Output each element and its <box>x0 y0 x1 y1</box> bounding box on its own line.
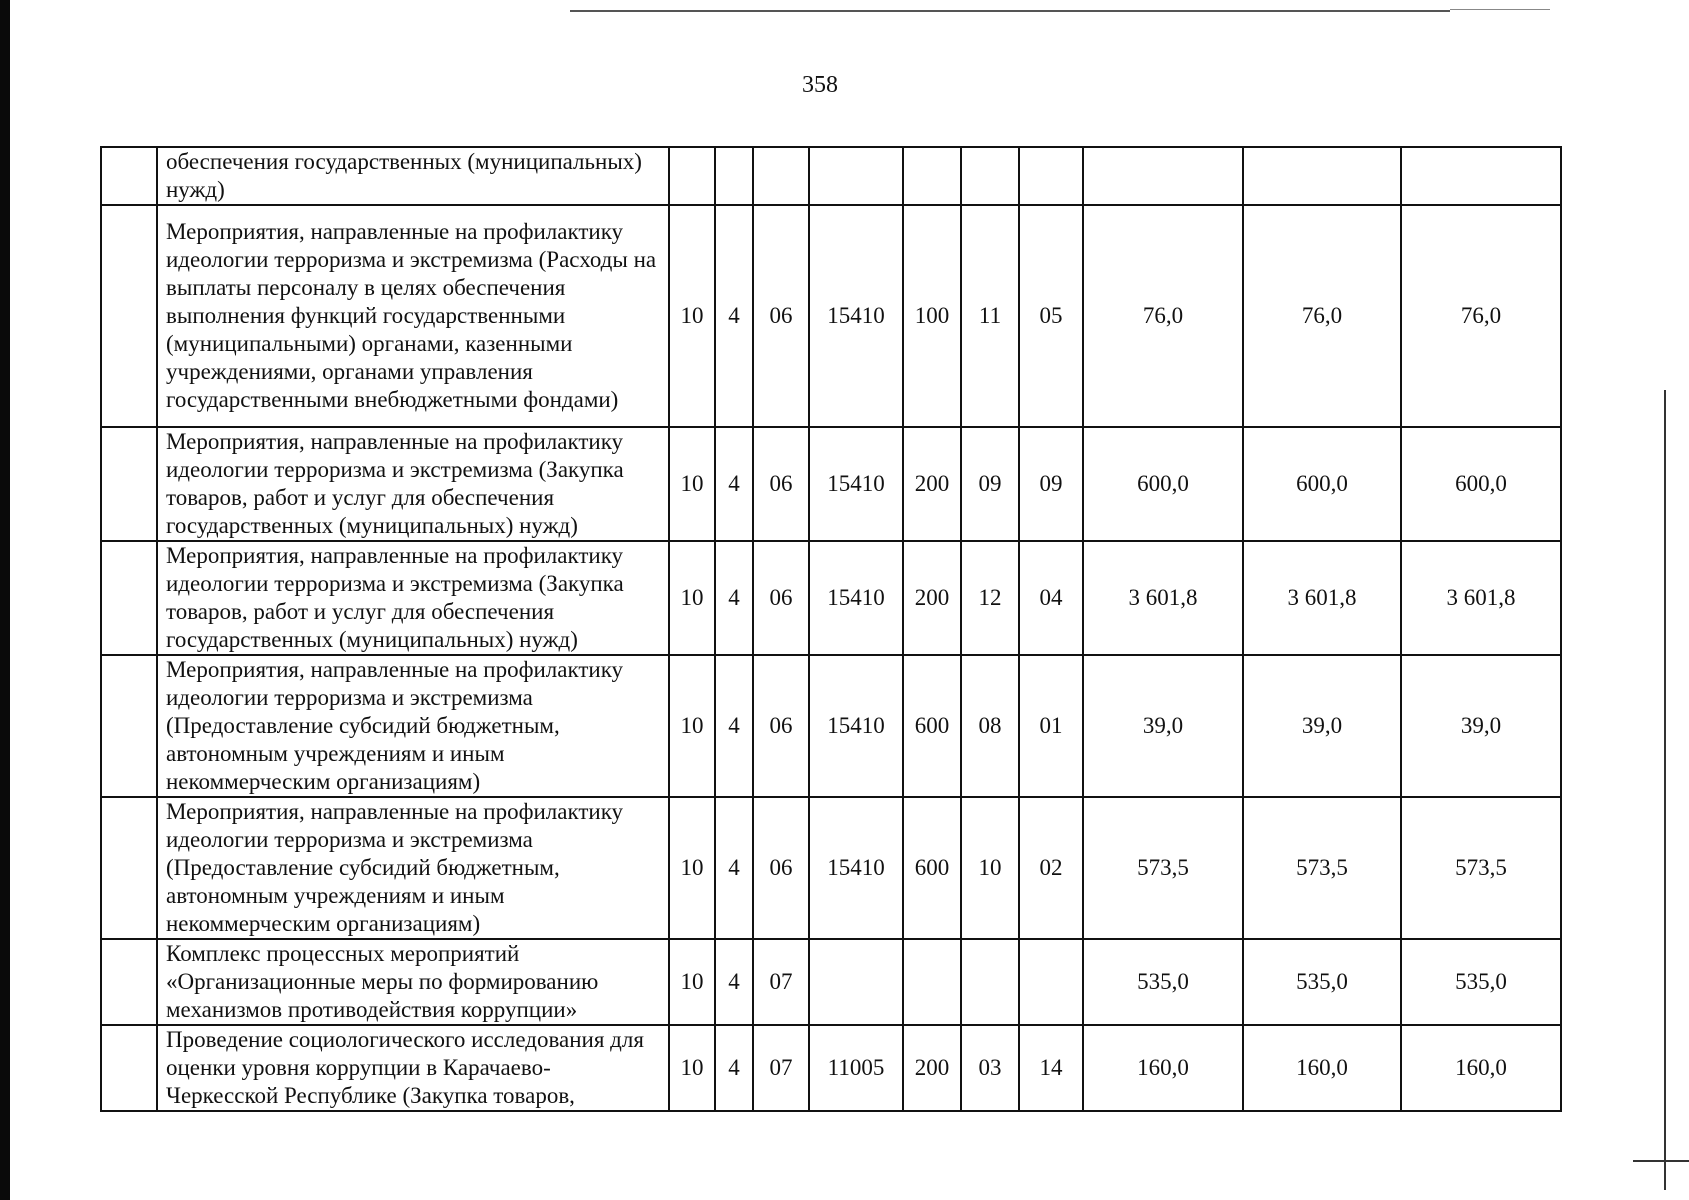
code-cell-5 <box>903 939 961 1025</box>
table-row <box>101 939 1561 1025</box>
code-cell-6 <box>961 939 1019 1025</box>
scan-line-top-right <box>1450 9 1550 10</box>
code-cell-6: 10 <box>961 797 1019 939</box>
sum-cell-1: 39,0 <box>1083 655 1243 797</box>
sum-cell-3: 160,0 <box>1401 1025 1561 1111</box>
scan-edge-right <box>1664 390 1666 1190</box>
row-name-cell: Проведение социологического исследования для оценки уровня коррупции в Карачаево-Черкесской Республике (Закупка товаров, <box>157 1025 669 1111</box>
code-cell-3: 06 <box>753 205 809 427</box>
row-number-cell <box>101 205 157 427</box>
table-row <box>101 1025 1561 1111</box>
code-cell-5: 200 <box>903 427 961 541</box>
sum-cell-2: 160,0 <box>1243 1025 1401 1111</box>
table-row <box>101 797 1561 939</box>
row-name-cell: Мероприятия, направленные на профилактику идеологии терроризма и экстремизма (Предоставление субсидий бюджетным, автономным учреждениям и иным некоммерческим организациям) <box>157 655 669 797</box>
table-row <box>101 427 1561 541</box>
code-cell-1: 10 <box>669 427 715 541</box>
code-cell-5: 200 <box>903 1025 961 1111</box>
code-cell-3: 07 <box>753 939 809 1025</box>
code-cell-6 <box>961 147 1019 205</box>
sum-cell-3: 535,0 <box>1401 939 1561 1025</box>
code-cell-7: 05 <box>1019 205 1083 427</box>
sum-cell-3 <box>1401 147 1561 205</box>
row-number-cell <box>101 939 157 1025</box>
sum-cell-1: 573,5 <box>1083 797 1243 939</box>
scan-edge-bottom-right <box>1633 1160 1689 1162</box>
code-cell-4: 11005 <box>809 1025 903 1111</box>
code-cell-1: 10 <box>669 939 715 1025</box>
budget-table <box>100 146 1562 1112</box>
code-cell-1: 10 <box>669 541 715 655</box>
row-number-cell <box>101 1025 157 1111</box>
row-number-cell <box>101 147 157 205</box>
code-cell-3 <box>753 147 809 205</box>
table-row <box>101 655 1561 797</box>
table-row <box>101 205 1561 427</box>
code-cell-4: 15410 <box>809 205 903 427</box>
code-cell-2 <box>715 147 753 205</box>
code-cell-7 <box>1019 939 1083 1025</box>
row-number-cell <box>101 797 157 939</box>
scan-line-top <box>570 10 1450 12</box>
code-cell-3: 06 <box>753 797 809 939</box>
code-cell-1: 10 <box>669 655 715 797</box>
code-cell-1: 10 <box>669 1025 715 1111</box>
sum-cell-1: 600,0 <box>1083 427 1243 541</box>
code-cell-2: 4 <box>715 1025 753 1111</box>
code-cell-2: 4 <box>715 205 753 427</box>
sum-cell-1 <box>1083 147 1243 205</box>
code-cell-4 <box>809 939 903 1025</box>
code-cell-7: 09 <box>1019 427 1083 541</box>
code-cell-7: 04 <box>1019 541 1083 655</box>
code-cell-4: 15410 <box>809 541 903 655</box>
row-number-cell <box>101 655 157 797</box>
row-name-cell: Комплекс процессных мероприятий «Организационные меры по формированию механизмов противодействия коррупции» <box>157 939 669 1025</box>
scan-edge-left <box>0 0 10 1200</box>
code-cell-2: 4 <box>715 797 753 939</box>
code-cell-4: 15410 <box>809 427 903 541</box>
code-cell-3: 06 <box>753 541 809 655</box>
code-cell-4 <box>809 147 903 205</box>
code-cell-3: 06 <box>753 427 809 541</box>
row-name-cell: Мероприятия, направленные на профилактику идеологии терроризма и экстремизма (Расходы на выплаты персоналу в целях обеспечения выполнения функций государственными (муниципальными) органами, казенными учреждениями, органами управления государственными внебюджетными фондами) <box>157 205 669 427</box>
sum-cell-2: 535,0 <box>1243 939 1401 1025</box>
row-number-cell <box>101 541 157 655</box>
code-cell-5: 600 <box>903 655 961 797</box>
sum-cell-2: 76,0 <box>1243 205 1401 427</box>
sum-cell-1: 3 601,8 <box>1083 541 1243 655</box>
code-cell-6: 03 <box>961 1025 1019 1111</box>
row-name-cell: Мероприятия, направленные на профилактику идеологии терроризма и экстремизма (Закупка товаров, работ и услуг для обеспечения государственных (муниципальных) нужд) <box>157 427 669 541</box>
code-cell-6: 09 <box>961 427 1019 541</box>
code-cell-1: 10 <box>669 205 715 427</box>
code-cell-2: 4 <box>715 655 753 797</box>
sum-cell-3: 600,0 <box>1401 427 1561 541</box>
code-cell-2: 4 <box>715 939 753 1025</box>
code-cell-7: 02 <box>1019 797 1083 939</box>
sum-cell-1: 76,0 <box>1083 205 1243 427</box>
row-name-cell: Мероприятия, направленные на профилактику идеологии терроризма и экстремизма (Закупка товаров, работ и услуг для обеспечения государственных (муниципальных) нужд) <box>157 541 669 655</box>
table-row <box>101 541 1561 655</box>
code-cell-6: 12 <box>961 541 1019 655</box>
sum-cell-1: 535,0 <box>1083 939 1243 1025</box>
code-cell-3: 06 <box>753 655 809 797</box>
sum-cell-2: 39,0 <box>1243 655 1401 797</box>
sum-cell-2: 600,0 <box>1243 427 1401 541</box>
code-cell-5: 600 <box>903 797 961 939</box>
sum-cell-3: 76,0 <box>1401 205 1561 427</box>
sum-cell-2: 573,5 <box>1243 797 1401 939</box>
sum-cell-1: 160,0 <box>1083 1025 1243 1111</box>
code-cell-1: 10 <box>669 797 715 939</box>
code-cell-2: 4 <box>715 427 753 541</box>
code-cell-7 <box>1019 147 1083 205</box>
code-cell-6: 11 <box>961 205 1019 427</box>
table-body <box>101 147 1561 1111</box>
code-cell-2: 4 <box>715 541 753 655</box>
code-cell-4: 15410 <box>809 797 903 939</box>
code-cell-5: 100 <box>903 205 961 427</box>
sum-cell-2: 3 601,8 <box>1243 541 1401 655</box>
sum-cell-3: 3 601,8 <box>1401 541 1561 655</box>
code-cell-7: 14 <box>1019 1025 1083 1111</box>
table-row <box>101 147 1561 205</box>
row-name-cell: обеспечения государственных (муниципальных) нужд) <box>157 147 669 205</box>
row-number-cell <box>101 427 157 541</box>
sum-cell-3: 573,5 <box>1401 797 1561 939</box>
code-cell-4: 15410 <box>809 655 903 797</box>
code-cell-1 <box>669 147 715 205</box>
page-number: 358 <box>802 72 838 98</box>
code-cell-7: 01 <box>1019 655 1083 797</box>
sum-cell-2 <box>1243 147 1401 205</box>
code-cell-3: 07 <box>753 1025 809 1111</box>
code-cell-5: 200 <box>903 541 961 655</box>
code-cell-5 <box>903 147 961 205</box>
code-cell-6: 08 <box>961 655 1019 797</box>
sum-cell-3: 39,0 <box>1401 655 1561 797</box>
row-name-cell: Мероприятия, направленные на профилактику идеологии терроризма и экстремизма (Предоставление субсидий бюджетным, автономным учреждениям и иным некоммерческим организациям) <box>157 797 669 939</box>
